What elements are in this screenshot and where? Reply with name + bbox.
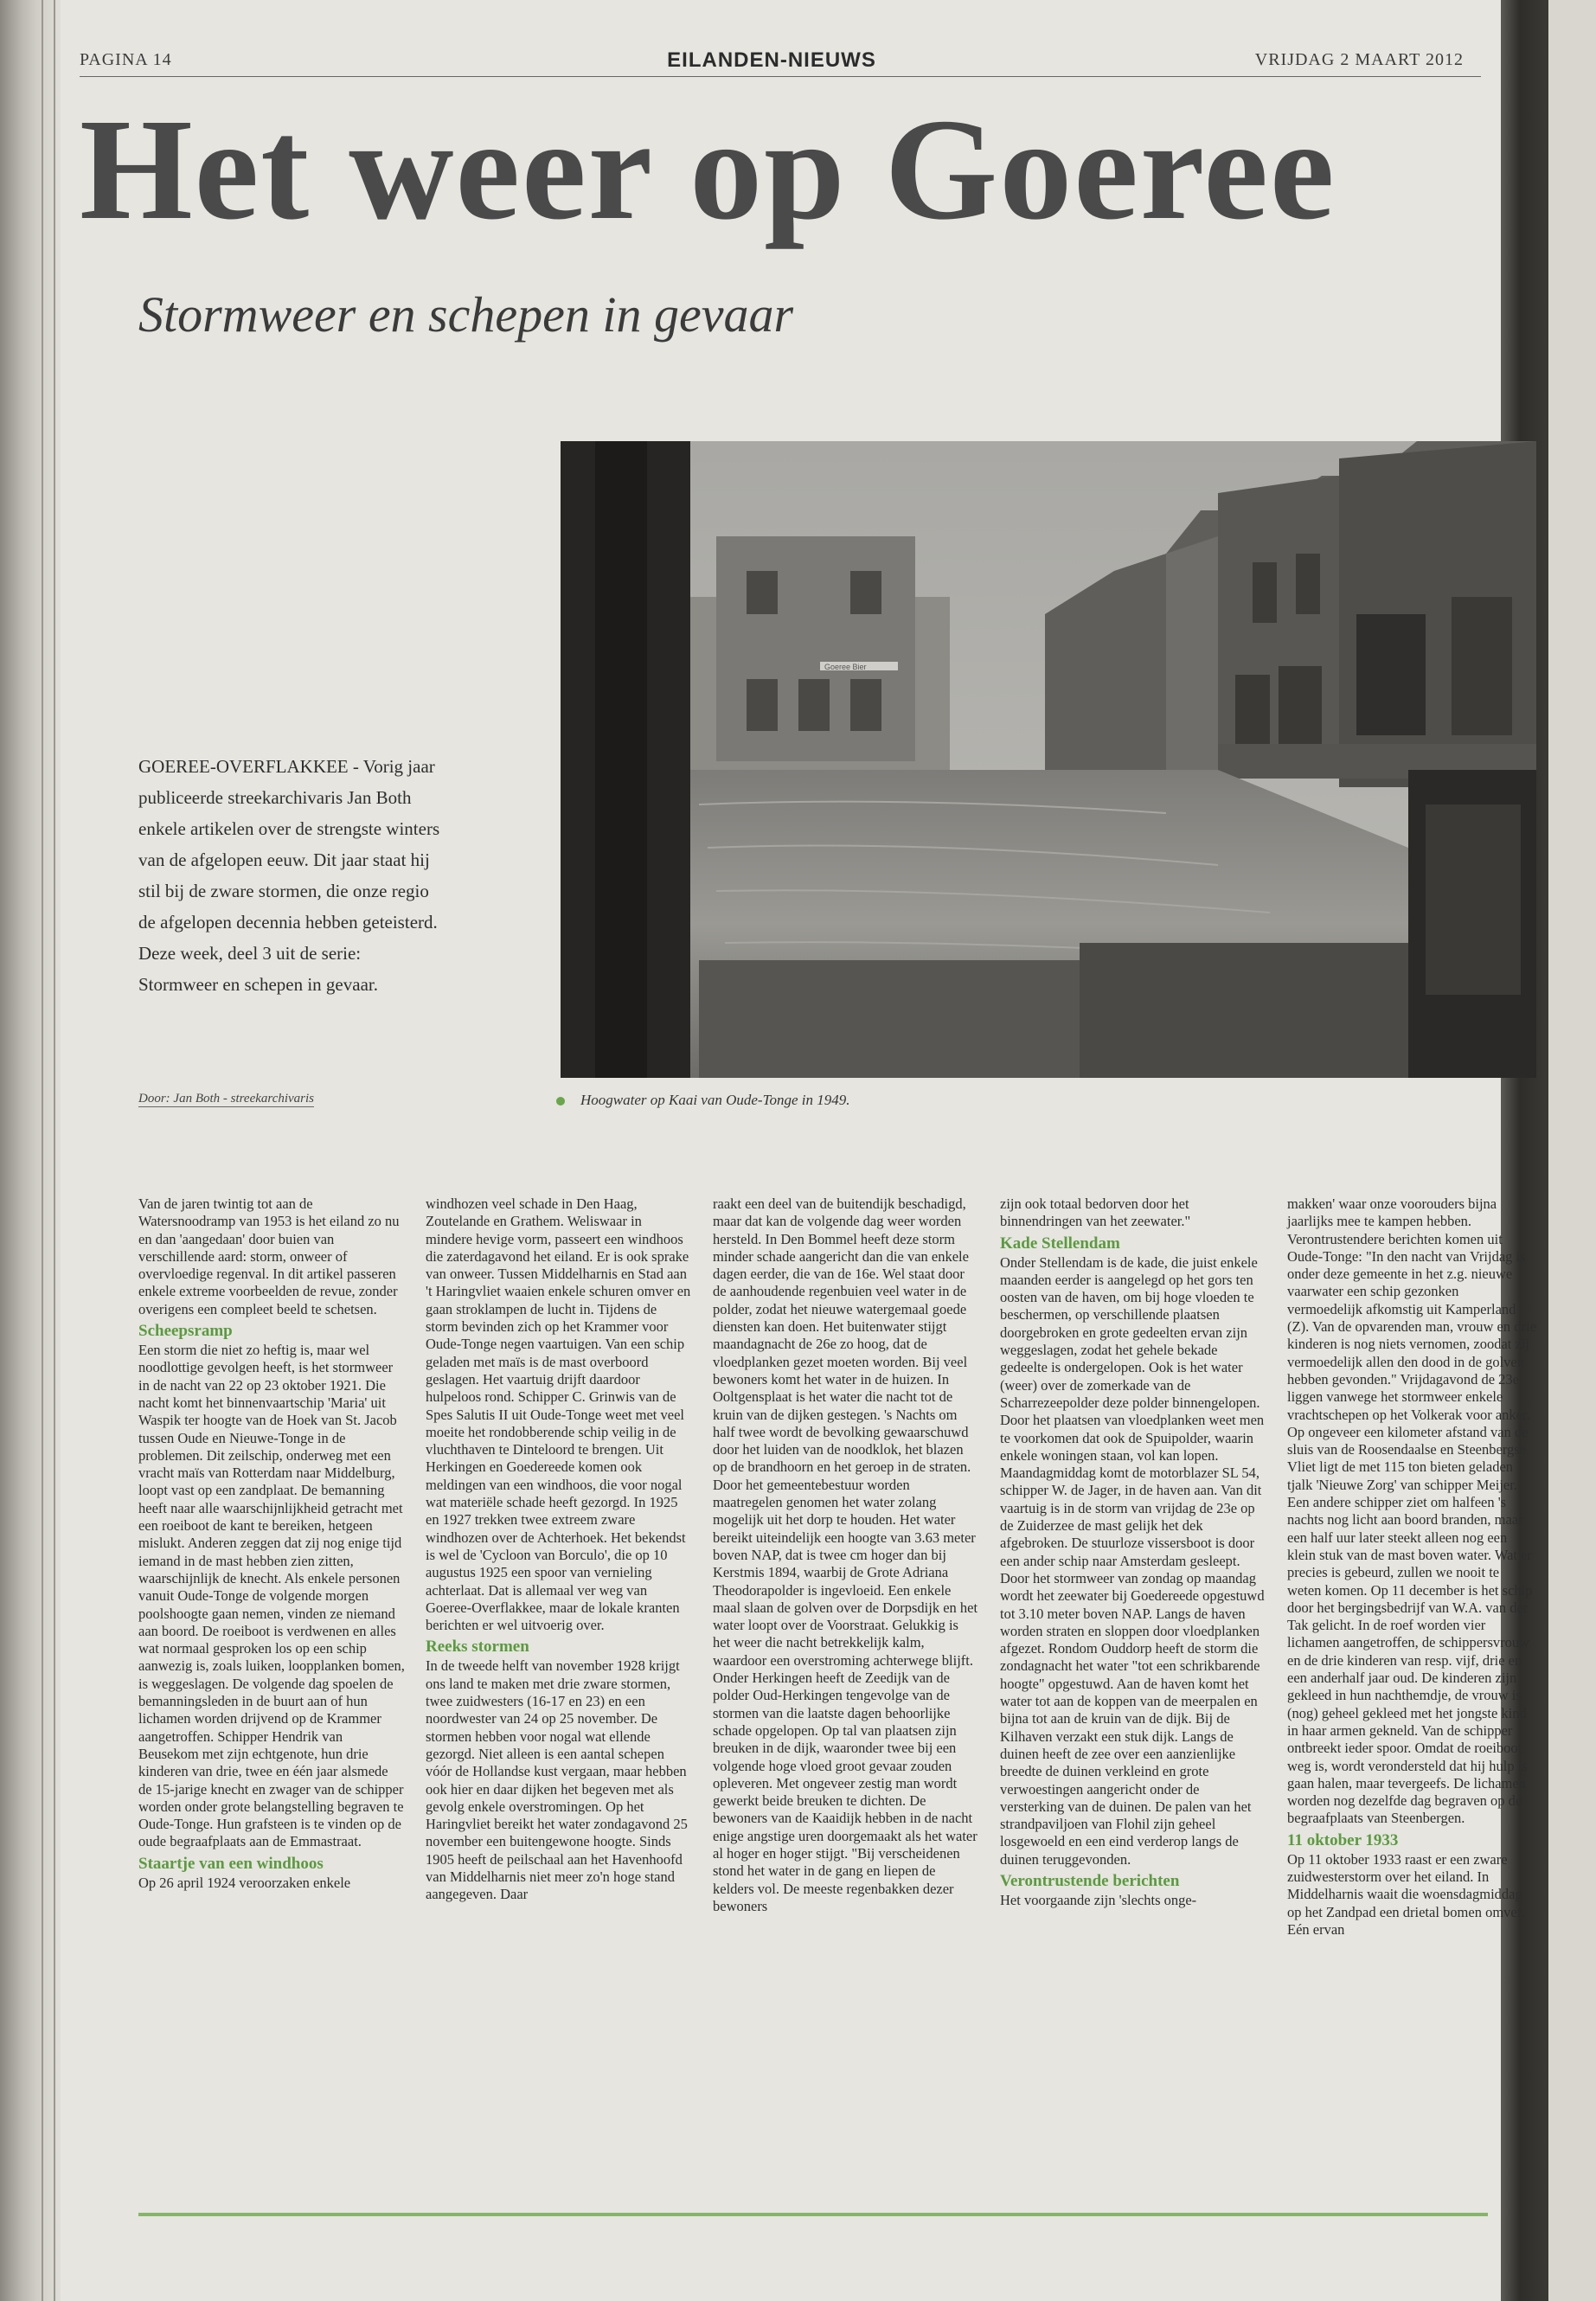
page-number: PAGINA 14 (80, 50, 172, 69)
body-paragraph: Onder Stellendam is de kade, die juist enkele maanden eerder is aangelegd op het gors ten oosten van de haven, om bij hoge vloeden te beschermen, op verschillende plaatsen doorgebroken en grote gedeelten ervan zijn weggeslagen, zodat het gehele bekade gedeelte is ondergelopen. Ook is het water (weer) over de zomerkade van de Scharrezeepolder deze polder binnengelopen. Door het plaatsen van vloedplanken weet men te voorkomen dat ook de Spuipolder, waarin enkele woningen staan, vol kan lopen. Maandagmiddag komt de motorblazer SL 54, schipper W. de Jager, in de haven aan. Van dit vaartuig is in de storm van vrijdag de 23e op de Zuiderzee de mast gelijk het dek afgebroken. De stuurloze vissersboot is door een ander schip naar Amsterdam gesleept. Door het stormweer van zondag op maandag wordt het zeewater bij Goedereede opgestuwd tot 3.10 meter boven NAP. Langs de haven worden straten en sloppen door vloedplanken afgezet. Rondom Ouddorp heeft de storm die zondagnacht het water "tot een schrikbarende hoogte" opgestuwd. Aan de haven komt het water tot aan de koppen van de meerpalen en bijna tot aan de kruin van de dijk. Bij de Kilhaven verzakt een stuk dijk. Langs de duinen heeft de zee over een aanzienlijke breedte de duinen verkleind en grote verwoestingen aangericht onder de versterking van de duinen. De palen van het strandpaviljoen van Flohil zijn geheel losgewoeld en een eind verderop langs de duinen teruggevonden. (1000, 1253, 1265, 1868)
body-paragraph: Een storm die niet zo heftig is, maar wel noodlottige gevolgen heeft, is het stormweer in de nacht van 22 op 23 oktober 1921. Die nacht komt het binnenvaartschip 'Maria' uit Waspik ter hoogte van de Hoek van St. Jacob tussen Oude en Nieuwe-Tonge in de problemen. Dit zeilschip, onderweg met een vracht maïs van Rotterdam naar Middelburg, loopt vast op een zandplaat. De bemanning heeft naar alle waarschijnlijkheid getracht met een roeiboot de kant te bereiken, hetgeen mislukt. Anderen zeggen dat zij nog enige tijd iemand in de mast hebben zien zitten, waarschijnlijk de knecht. Als enkele personen vanuit Oude-Tonge de volgende morgen poolshoogte gaan nemen, vinden ze niemand aan boord. De roeiboot is verdwenen en alles wat normaal gesproken los op een schip aanwezig is, zoals luiken, loopplanken bomen, is weggeslagen. De volgende dag spoelen de bemanningsleden in de buurt aan of hun lichamen worden drijvend op de Krammer aangetroffen. Schipper Hendrik van Beusekom met zijn echtgenote, hun drie kinderen van drie, twee en één jaar alsmede de 15-jarige knecht en zwager van de schipper worden onder grote belangstelling begraven te Oude-Tonge. Hun grafsteen is te vinden op de oude begraafplaats aan de Emmastraat. (138, 1342, 405, 1850)
caption-text: Hoogwater op Kaai van Oude-Tonge in 1949. (580, 1092, 850, 1108)
binding-edge-line (54, 0, 55, 2301)
body-paragraph: raakt een deel van de buitendijk beschadigd, maar dat kan de volgende dag weer worden hersteld. In Den Bommel heeft deze storm minder schade aangericht dan die van enkele dagen eerder, die van de 16e. Wel staat door de aanhoudende regenbuien veel water in de polder, zodat het nieuwe watergemaal goede diensten kan doen. Het buitenwater stijgt maandagnacht de 26e zo hoog, dat de vloedplanken gezet moeten worden. Bij veel bewoners komt het water in de huizen. In Ooltgensplaat is het water die nacht tot de kruin van de dijken gestegen. 's Nachts om half twee wordt de bevolking gewaarschuwd door het luiden van de noodklok, het blazen op de brandhoorn en het geroep in de straten. Door het gemeentebestuur worden maatregelen genomen het water zolang mogelijk uit het dorp te houden. Het water bereikt uiteindelijk een hoogte van 3.63 meter boven NAP, dat is twee cm hoger dan bij Kerstmis 1894, waarbij de Grote Adriana Theodorapolder is ingevloeid. Een enkele maal slaan de golven over de Dorpsdijk en het water loopt over de Voorstraat. Gelukkig is het weer die nacht betrekkelijk kalm, waardoor een overstroming achterwege blijft. Onder Herkingen heeft de Zeedijk van de polder Oud-Herkingen tengevolge van de stormen van die laatste dagen behoorlijke schade opgelopen. Op tal van plaatsen zijn breuken in de dijk, waaronder twee bij een volgende hoge vloed groot gevaar zouden opleveren. Met ongeveer zestig man wordt gewerkt beide breuken te dichten. De bewoners van de Kaaidijk hebben in de nacht enige angstige uren doorgemaakt als het water al hoger en hoger stijgt. "Bij verscheidenen stond het water in de gang en liepen de kelders vol. De meeste regenbakken dezer bewoners (713, 1195, 978, 1914)
page-header (80, 45, 1464, 76)
article-photo (561, 441, 1536, 1078)
body-paragraph: makken' waar onze voorouders bijna jaarlijks mee te kampen hebben. Verontrustendere berichten komen uit Oude-Tonge: "In den nacht van Vrijdag is onder deze gemeente in het z.g. nieuwe vaarwater een schip gezonken vermoedelijk afkomstig uit Kamperland (Z). Van de opvarenden man, vrouw en drie kinderen is nog niets vernomen, zoodat zij vermoedelijk allen den dood in de golven hebben gevonden." Vrijdagavond de 23e liggen vanwege het stormweer enkele vrachtschepen op het Volkerak voor anker. Op ongeveer een kilometer afstand van de sluis van de Roosendaalse en Steenbergse Vliet ligt de met 115 ton bieten geladen tjalk 'Nieuwe Zorg' van schipper Meijer. Een andere schipper ziet om halfeen 's nachts nog licht aan boord branden, maar een half uur later steekt alleen nog een klein stuk van de mast boven water. Wat er precies is gebeurd, zullen we nooit te weten komen. Op 11 december is het schip door het bergingsbedrijf van W.A. van der Tak gelicht. In de roef worden vier lichamen aangetroffen, de schippersvrouw en de drie kinderen van resp. vijf, drie en een anderhalf jaar oud. De kinderen zijn gekleed in hun nachthemdje, de vrouw is (nog) geheel gekleed met het jongste kind in haar armen gekneld. Van de schipper ontbreekt ieder spoor. Omdat de roeiboot weg is, wordt verondersteld dat hij hulp is gaan halen, maar tevergeefs. De lichamen worden nog dezelfde dag begraven op de begraafplaats van Steenbergen. (1287, 1195, 1536, 1827)
footer-rule (138, 2213, 1488, 2216)
article-column-3 (713, 1195, 979, 1915)
section-heading: Kade Stellendam (1000, 1234, 1120, 1253)
body-paragraph: In de tweede helft van november 1928 krijgt ons land te maken met drie zware stormen, twee zuidwesters (16-17 en 23) en een noordwester van 24 op 25 november. De stormen hebben voor nogal wat ellende gezorgd. Niet alleen is een aantal schepen vóór de Hollandse kust vergaan, maar hebben ook hier en daar dijken het begeven met als gevolg enkele overstromingen. Op het Haringvliet bereikt het water zondagavond 25 november een buitengewone hoogte. Sinds 1905 heeft de peilschaal aan het Havenhoofd van Middelharnis niet meer zo'n hoge stand aangegeven. Daar (426, 1657, 688, 1903)
page-edge-shadow (1501, 0, 1548, 2301)
headline: Het weer op Goeree (80, 89, 1336, 250)
header-rule (80, 76, 1481, 77)
page-binding (0, 0, 61, 2301)
body-paragraph: Van de jaren twintig tot aan de Watersnoodramp van 1953 is het eiland zo nu en dan 'aangedaan' door buien van verschillende aard: storm, onweer of overvloedige regenval. In dit artikel passeren enkele extreme voorbeelden de revue, zonder overigens een compleet beeld te schetsen. (138, 1195, 400, 1317)
article-intro: GOEREE-OVERFLAKKEE - Vorig jaar publiceerde streekarchivaris Jan Both enkele artikelen over de strengste winters van de afgelopen eeuw. Dit jaar staat hij stil bij de zware stormen, die onze regio de afgelopen decennia hebben geteisterd. Deze week, deel 3 uit de serie: Stormweer en schepen in gevaar. (138, 756, 440, 995)
section-heading: Scheepsramp (138, 1322, 233, 1341)
caption-bullet-icon (556, 1097, 565, 1106)
body-paragraph: windhozen veel schade in Den Haag, Zoutelande en Grathem. Weliswaar in mindere hevige vorm, passeert een windhoos die zaterdagavond het eiland. Er is ook sprake van onweer. Tussen Middelharnis en Stad aan 't Haringvliet waaien enkele schuren omver en gaan stroklampen de lucht in. Tijdens de storm bevinden zich op het Krammer voor Oude-Tonge negen vaartuigen. Van een schip geladen met maïs is de mast overboord geslagen. Het vaartuig drijft daardoor hulpeloos rond. Schipper C. Grinwis van de Spes Salutis II uit Oude-Tonge weet met veel moeite het rondobberende schip veilig in de vluchthaven te Dinteloord te brengen. Uit Herkingen en Goedereede komen ook meldingen van een windhoos, die voor nogal wat materiële schade heeft gezorgd. In 1925 en 1927 trekken twee extreem zware windhozen over de Achterhoek. Het bekendst is wel de 'Cycloon van Borculo', die op 10 augustus 1925 een spoor van vernieling achterlaat. Dat is allemaal ver weg van Goeree-Overflakkee, maar de lokale kranten berichten er wel uitvoerig over. (426, 1195, 691, 1634)
section-heading: Staartje van een windhoos (138, 1854, 324, 1873)
body-paragraph: Op 11 oktober 1933 raast er een zware zuidwesterstorm over het eiland. In Middelharnis waait die woensdagmiddag op het Zandpad een drietal bomen omver. Eén ervan (1287, 1850, 1525, 1938)
section-heading: Reeks stormen (426, 1638, 529, 1657)
photo-caption (556, 1092, 850, 1109)
section-heading: Verontrustende berichten (1000, 1871, 1180, 1890)
body-paragraph: Het voorgaande zijn 'slechts onge- (1000, 1891, 1197, 1908)
body-paragraph: Op 26 april 1924 veroorzaken enkele (138, 1874, 351, 1891)
article-column-1 (138, 1195, 405, 1892)
binding-edge-line (42, 0, 43, 2301)
body-paragraph: zijn ook totaal bedorven door het binnendringen van het zeewater." (1000, 1195, 1191, 1230)
masthead: EILANDEN-NIEUWS (667, 48, 876, 72)
subheadline: Stormweer en schepen in gevaar (138, 286, 794, 343)
issue-date: VRIJDAG 2 MAART 2012 (1254, 50, 1464, 69)
article-column-4 (1000, 1195, 1266, 1909)
sign-text: Goeree Bier (824, 663, 867, 671)
newspaper-page (61, 0, 1548, 2301)
flood-street-photo (561, 441, 1536, 1078)
article-column-2 (426, 1195, 692, 1904)
byline: Door: Jan Both - streekarchivaris (138, 1092, 315, 1106)
section-heading: 11 oktober 1933 (1287, 1830, 1399, 1849)
article-column-5 (1287, 1195, 1536, 1939)
